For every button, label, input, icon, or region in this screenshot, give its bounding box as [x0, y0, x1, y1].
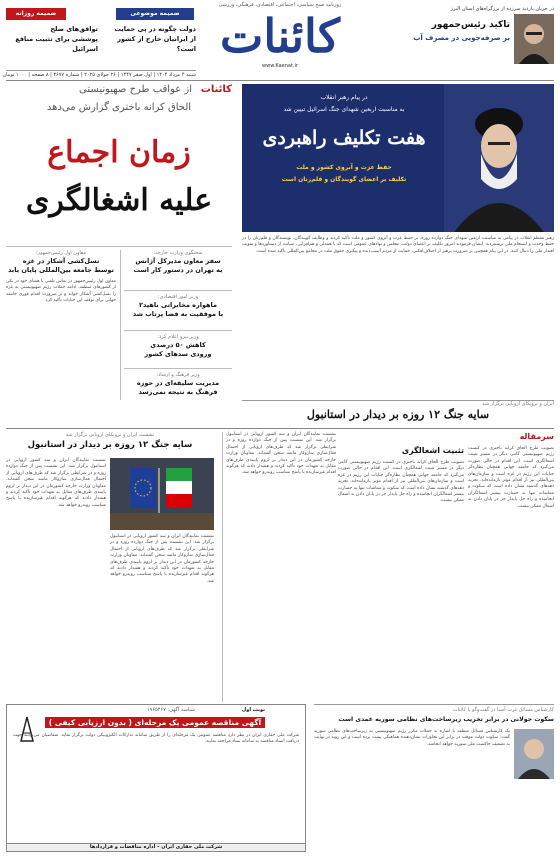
brief-divider-2	[124, 330, 232, 331]
expert-photo	[514, 729, 554, 779]
editorial[interactable]	[338, 432, 554, 702]
left-lead-kicker-1: از عواقب طرح صهیونیستی	[79, 84, 192, 95]
ad-ref: شناسه آگهی: ۱۹۶۵۴۶۷	[146, 707, 195, 713]
brief-4[interactable]	[124, 334, 232, 364]
bottom-right-story[interactable]	[314, 704, 554, 852]
briefs-col-divider	[120, 250, 121, 400]
middle-body: نشست نمایندگان ایران و سه کشور اروپایی در استانبول برگزار شد. این نشست پس از جنگ دوازده روزه و در شرایطی برگزار شد که طرف‌های اروپایی از احتمال فعال‌سازی سازوکار ماشه سخن گفته‌اند. معاونان وزارت خارجه کشورمان در این دیدار بر لزوم پایبندی طرف‌های مقابل به تعهدات خود تأکید کردند و هشدار دادند که هرگونه اقدام غیرسازنده با پاسخ متناسب روبه‌رو خواهد شد.	[226, 432, 336, 476]
newspaper-logo[interactable]	[200, 2, 360, 72]
brief-5-kicker: وزیر فرهنگ و ارشاد:	[156, 372, 200, 378]
ad-title: آگهی مناقصه عمومی یک مرحله‌ای ( بدون ارزیابی کیفی )	[45, 717, 265, 728]
brief-3-title-2: با موفقیت به فضا پرتاب شد	[132, 310, 224, 318]
president-photo	[514, 14, 554, 64]
left-lead-logo: کائنات	[200, 84, 232, 95]
brief-3[interactable]	[124, 294, 232, 324]
bottom-right-headline: سکوت جولانی در برابر تخریب زیرساخت‌های نظامی سوریه عمدی است	[338, 716, 554, 723]
bottom-right-body: یک کارشناس مسائل منطقه با اشاره به حملات مکرر رژیم صهیونیستی به زیرساخت‌های نظامی سوریه گفت: سکوت دولت موقت در برابر این تجاوزات نشان‌دهنده هماهنگی پشت پرده است و این روند در نهایت به تضعیف حاکمیت ملی سوریه خواهد انجامید.	[314, 729, 510, 747]
website: www.Kaenat.ir	[262, 63, 298, 69]
left-teasers	[6, 8, 196, 68]
briefs-divider-top	[6, 246, 232, 247]
right-teaser-headline-2: بر صرفه‌جویی در مصرف آب	[413, 34, 510, 42]
lead-body: رهبر معظم انقلاب در پیامی به مناسبت اربعین شهدای جنگ دوازده روزه، بر حفظ عزت و آبروی کشور و ملت تأکید کردند و وظایف گویندگان، نویسندگان و قلم‌زنان را در حفظ وحدت و انسجام ملی برشمردند. ایشان فرمودند امروز تکلیف بر اعضای دولت، مجلس و نهادهای عمومی است که با همدلی و هم‌افزایی، صیانت از دستاوردها و تقویت اقتدار ملی را دنبال کنند. در این پیام همچنین بر ضرورت پرهیز از اختلاف‌افکنی، حمایت از مردم آسیب‌دیده و پیگیری حقوق ملت در مجامع بین‌المللی تأکید شده است.	[242, 236, 554, 254]
editorial-title: تثبیت اشغالگری	[401, 446, 464, 455]
badge-topical[interactable]: ضمیمه موضوعی	[116, 8, 194, 20]
lead-headline: هفت تکلیف راهبردی	[262, 127, 426, 149]
lead-sub-2: تکلیف بر اعضای گویندگان و قلم‌زنان است	[281, 176, 407, 183]
editorial-divider	[222, 432, 223, 702]
lead-kicker-1: در پیام رهبر انقلاب	[320, 94, 368, 101]
left-lead-kicker-2: الحاق کرانه باختری گزارش می‌دهد	[46, 102, 192, 113]
left-lead-headline-1: زمان اجماع	[47, 135, 191, 170]
logo-text: کائنات	[220, 9, 340, 63]
right-teaser-headline-1: تاکید رئیس‌جمهور	[431, 20, 510, 30]
section-divider	[6, 428, 554, 429]
left-teaser-1-line-2: از ایرانیان خارج از کشور است؟	[117, 35, 196, 53]
brief-5[interactable]	[124, 372, 232, 402]
lead-sub-1: حفظ عزت و آبروی کشور و ملت	[296, 164, 392, 171]
brief-4-title-1: کاهش ۵۰ درصدی	[150, 341, 206, 349]
brief-2-kicker: سخنگوی وزارت خارجه:	[153, 250, 203, 256]
tagline: روزنامه صبح سیاسی، اجتماعی، اقتصادی، فرهنگی، ورزشی	[218, 2, 342, 8]
left-lead[interactable]	[6, 84, 232, 244]
editorial-section: سرمقاله	[519, 432, 554, 441]
brief-5-title-1: مدیریت سلیقه‌ای در حوزه	[136, 379, 220, 387]
editorial-body-col-1: تصویب طرح الحاق کرانه باختری در کنست رژیم صهیونیستی گامی دیگر در مسیر تثبیت اشغالگری است. این اقدام در حالی صورت می‌گیرد که جامعه جهانی همچنان نظاره‌گر جنایات این رژیم در غزه است و سازمان‌های بین‌المللی نیز از اقدام مؤثر بازمانده‌اند. تجربه دهه‌های گذشته نشان داده است که سکوت و مماشات تنها به جسارت بیشتر اشغالگران انجامیده و راه حل پایدار جز در پایان دادن به اشغال ممکن نیست.	[468, 446, 554, 509]
lower-left-body-col-2: نشست نمایندگان ایران و سه کشور اروپایی در استانبول برگزار شد. این نشست پس از جنگ دوازده روزه و در شرایطی برگزار شد که طرف‌های اروپایی از احتمال فعال‌سازی سازوکار ماشه سخن گفته‌اند. معاونان وزارت خارجه کشورمان در این دیدار بر لزوم پایبندی طرف‌های مقابل به تعهدات خود تأکید کردند و هشدار دادند که هرگونه اقدام غیرسازنده با پاسخ متناسب روبه‌رو خواهد شد.	[110, 534, 214, 584]
editorial-body-col-2: تصویب طرح الحاق کرانه باختری در کنست رژیم صهیونیستی گامی دیگر در مسیر تثبیت اشغالگری است. این اقدام در حالی صورت می‌گیرد که جامعه جهانی همچنان نظاره‌گر جنایات این رژیم در غزه است و سازمان‌های بین‌المللی نیز از اقدام مؤثر بازمانده‌اند. تجربه دهه‌های گذشته نشان داده است که سکوت و مماشات تنها به جسارت بیشتر اشغالگران انجامیده و راه حل پایدار جز در پایان دادن به اشغال ممکن نیست.	[338, 460, 464, 504]
brief-2[interactable]	[124, 250, 232, 286]
mid-banner-headline: سایه جنگ ۱۲ روزه بر دیدار در استانبول	[306, 408, 490, 421]
right-teaser[interactable]	[413, 6, 554, 74]
left-teaser-2-line-2: پوششی برای تثبیت منافع اسرائیل	[15, 35, 98, 53]
left-teaser-2[interactable]	[6, 24, 98, 54]
brief-5-title-2: فرهنگ به نتیجه نمی‌رسد	[138, 388, 218, 396]
right-teaser-kicker: در جریان بازدید سرزده از بزرگراه‌های استان البرز	[450, 6, 554, 12]
brief-1-title-2: توسط جامعه بین‌المللی پایان یابد	[8, 266, 114, 274]
brief-divider-3	[124, 368, 232, 369]
tender-ad[interactable]	[6, 704, 306, 852]
bottom-right-kicker: کارشناس مسائل غرب آسیا در گفت‌وگو با کائنات	[452, 707, 554, 713]
ad-body: شرکت ملی حفاری ایران در نظر دارد مناقصه عمومی یک مرحله‌ای را از طریق سامانه تدارکات الکترونیکی دولت برگزار نماید. متقاضیان می‌توانند جهت دریافت اسناد مناقصه به سامانه ستاد مراجعه نمایند.	[13, 733, 299, 745]
brief-3-title-1: ماهواره مخابراتی ناهید۲	[138, 301, 218, 309]
mid-banner[interactable]	[242, 400, 554, 424]
masthead-divider	[6, 80, 554, 81]
lead-kicker-2: به مناسبت اربعین شهدای جنگ اسرائیل تبیین شد	[283, 106, 405, 113]
left-teaser-1-line-1: دولت چگونه در پی حمایت	[114, 25, 196, 33]
brief-1[interactable]	[6, 250, 116, 400]
lead-block[interactable]	[242, 84, 554, 232]
brief-1-body: معاون اول رئیس‌جمهور در تماس تلفنی با همتای خود در یکی از کشورهای منطقه، ادامه حملات رژیم صهیونیستی به غزه را نسل‌کشی آشکار خواند و بر ضرورت اقدام فوری جامعه جهانی برای توقف این جنایات تأکید کرد.	[6, 279, 116, 304]
ad-footer: شرکت ملی حفاری ایران – اداره مناقصات و قراردادها	[7, 843, 305, 851]
issue-bar: شنبه ۴ مرداد ۱۴۰۴ | اول صفر ۱۴۴۷ | ۲۶ جولای ۲۰۲۵ | شماره ۴۶۷۷ | ۸ صفحه | ۱۰۰۰ تومان	[2, 72, 196, 78]
mid-banner-kicker: ایران و ترویکای اروپایی برگزار شد	[482, 401, 554, 407]
brief-2-title-1: سفر معاون مدیرکل آژانس	[135, 257, 221, 265]
badge-daily[interactable]: ضمیمه روزانه	[6, 8, 66, 20]
lower-left-kicker: نشست ایران و ترویکای اروپایی برگزار شد	[65, 432, 155, 438]
brief-2-title-2: به تهران در دستور کار است	[133, 266, 223, 274]
brief-4-kicker: وزیر نیرو اعلام کرد:	[157, 334, 199, 340]
lower-left-headline: سایه جنگ ۱۲ روزه بر دیدار در استانبول	[27, 440, 193, 450]
lower-left-body-col-1: نشست نمایندگان ایران و سه کشور اروپایی در استانبول برگزار شد. این نشست پس از جنگ دوازده روزه و در شرایطی برگزار شد که طرف‌های اروپایی از احتمال فعال‌سازی سازوکار ماشه سخن گفته‌اند. معاونان وزارت خارجه کشورمان در این دیدار بر لزوم پایبندی طرف‌های مقابل به تعهدات خود تأکید کردند و هشدار دادند که هرگونه اقدام غیرسازنده با پاسخ متناسب روبه‌رو خواهد شد.	[6, 458, 106, 508]
brief-1-kicker: معاون اول رئیس‌جمهور:	[36, 250, 86, 256]
brief-4-title-2: ورودی سدهای کشور	[144, 350, 212, 358]
brief-divider-1	[124, 290, 232, 291]
leader-photo	[444, 84, 554, 232]
ad-turn: نوبت اول	[241, 707, 265, 713]
brief-3-kicker: وزیر امور اقتصادی:	[157, 294, 199, 300]
left-teaser-1[interactable]	[106, 24, 196, 54]
brief-1-title-1: نسل‌کشی آشکار در غزه	[22, 257, 100, 265]
left-lead-headline-2: علیه اشغالگری	[25, 183, 213, 218]
masthead	[0, 0, 560, 80]
flags-photo	[110, 458, 214, 530]
left-teaser-2-line-1: توافق‌های صلح	[50, 25, 98, 33]
